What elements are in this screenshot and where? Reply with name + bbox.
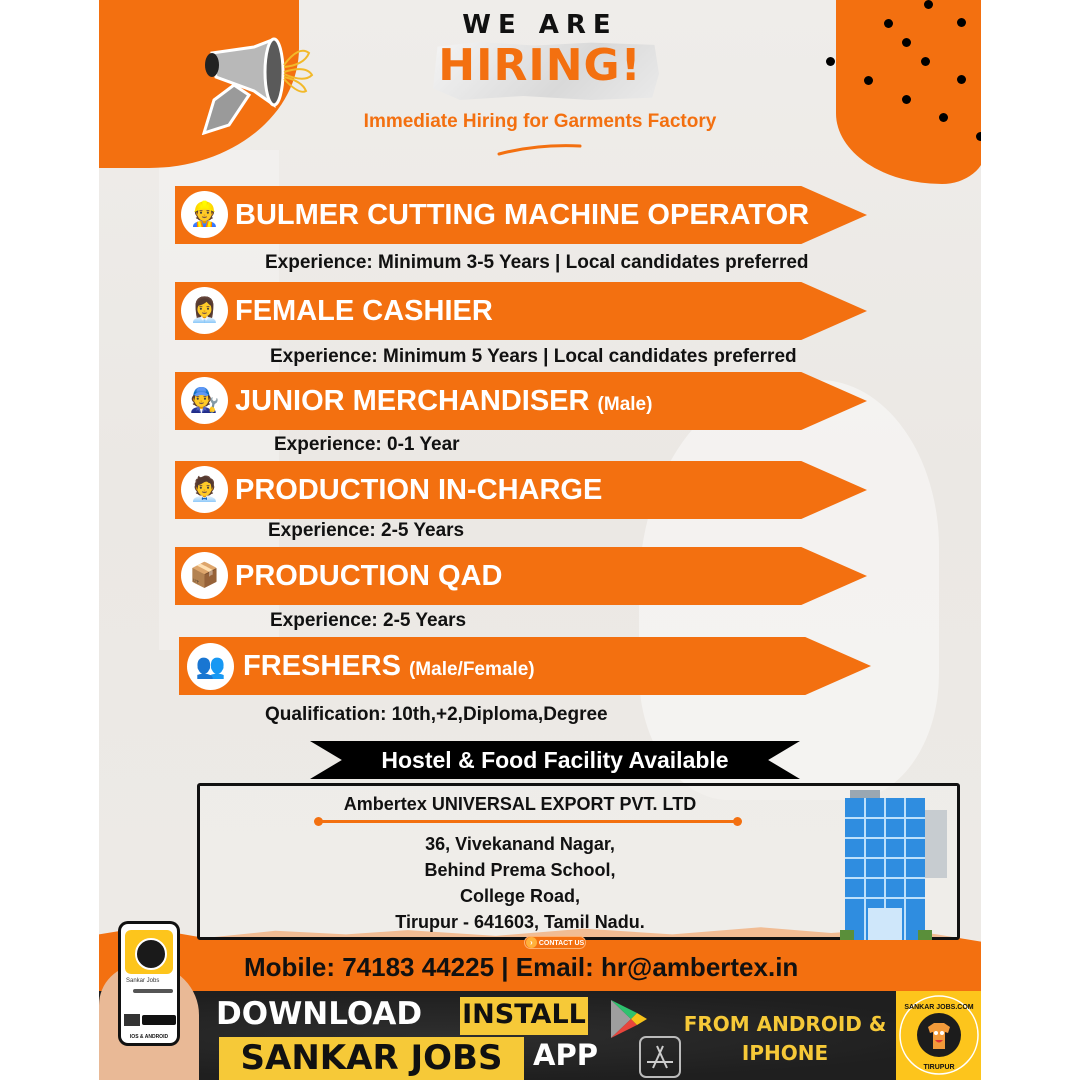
office-building-icon (840, 790, 955, 940)
decor-dot (924, 0, 933, 9)
quality-inspector-icon: 📦 (181, 552, 228, 599)
group-people-icon: 👥 (187, 643, 234, 690)
divider-line (318, 820, 738, 823)
hiring-heading: HIRING! (438, 40, 642, 91)
job-detail: Qualification: 10th,+2,Diploma,Degree (265, 704, 608, 725)
merchandiser-icon: 🧑‍🔧 (181, 377, 228, 424)
job-title: BULMER CUTTING MACHINE OPERATOR (235, 199, 810, 231)
address-line: Behind Prema School, (424, 860, 616, 880)
job-title: FEMALE CASHIER (235, 295, 493, 327)
businessman-icon: 🧑‍💼 (181, 466, 228, 513)
store-badges (124, 1014, 177, 1026)
phone-app-title: Sankar Jobs (126, 978, 160, 984)
phone-screen (121, 924, 177, 1043)
company-address-box (197, 783, 960, 940)
job-title: PRODUCTION QAD (235, 560, 503, 592)
facility-text: Hostel & Food Facility Available (381, 747, 729, 773)
job-detail: Experience: Minimum 3-5 Years | Local candidates preferred (265, 252, 809, 273)
download-text: DOWNLOAD (216, 996, 423, 1032)
svg-text:SANKAR JOBS.COM: SANKAR JOBS.COM (904, 1004, 974, 1011)
app-logo-icon (125, 930, 173, 974)
google-play-badge-icon (142, 1015, 176, 1025)
job-detail: Experience: 0-1 Year (274, 434, 460, 455)
machine-operator-icon: 👷 (181, 191, 228, 238)
platforms-line: IPHONE (741, 1041, 829, 1065)
job-banner (175, 547, 867, 605)
google-play-icon[interactable] (607, 998, 649, 1040)
svg-text:TIRUPUR: TIRUPUR (923, 1064, 955, 1071)
phone-install-button (133, 989, 173, 993)
contact-line: Mobile: 74183 44225 | Email: hr@ambertex.in (244, 952, 799, 982)
job-banner (179, 637, 871, 695)
phone-mockup (118, 921, 180, 1046)
decor-dot (902, 95, 911, 104)
cashier-icon: 👩‍💼 (181, 287, 228, 334)
app-text: APP (533, 1038, 598, 1072)
platforms-line: FROM ANDROID & (683, 1012, 887, 1036)
contact-us-button[interactable]: › CONTACT US (524, 936, 586, 949)
address-line: Tirupur - 641603, Tamil Nadu. (395, 912, 645, 932)
platforms-text (674, 1010, 896, 1068)
hiring-poster (99, 0, 981, 1080)
job-banner (175, 186, 867, 244)
we-are-heading: WE ARE (462, 10, 618, 40)
job-title: FRESHERS (Male/Female) (243, 650, 535, 682)
job-detail: Experience: 2-5 Years (270, 610, 467, 631)
job-banner (175, 372, 867, 430)
address-line: 36, Vivekanand Nagar, (425, 834, 615, 854)
subtitle: Immediate Hiring for Garments Factory (363, 111, 717, 132)
company-name: Ambertex UNIVERSAL EXPORT PVT. LTD (343, 794, 697, 814)
job-title: PRODUCTION IN-CHARGE (235, 474, 603, 506)
install-text: INSTALL (462, 999, 586, 1030)
job-title: JUNIOR MERCHANDISER (Male) (235, 385, 653, 417)
chevron-right-icon: › (526, 937, 537, 948)
address-line: College Road, (459, 886, 580, 906)
job-banner (175, 461, 867, 519)
job-detail: Experience: Minimum 5 Years | Local candidates preferred (270, 346, 797, 367)
app-name-text: SANKAR JOBS (240, 1038, 503, 1078)
job-detail: Experience: 2-5 Years (268, 520, 465, 541)
phone-caption: IOS & ANDROID (129, 1034, 169, 1040)
apple-store-badge-icon (124, 1014, 140, 1026)
job-banner (175, 282, 867, 340)
sankar-jobs-logo-icon (898, 993, 980, 1077)
decor-dot (976, 132, 981, 141)
swoosh-underline (497, 142, 582, 156)
